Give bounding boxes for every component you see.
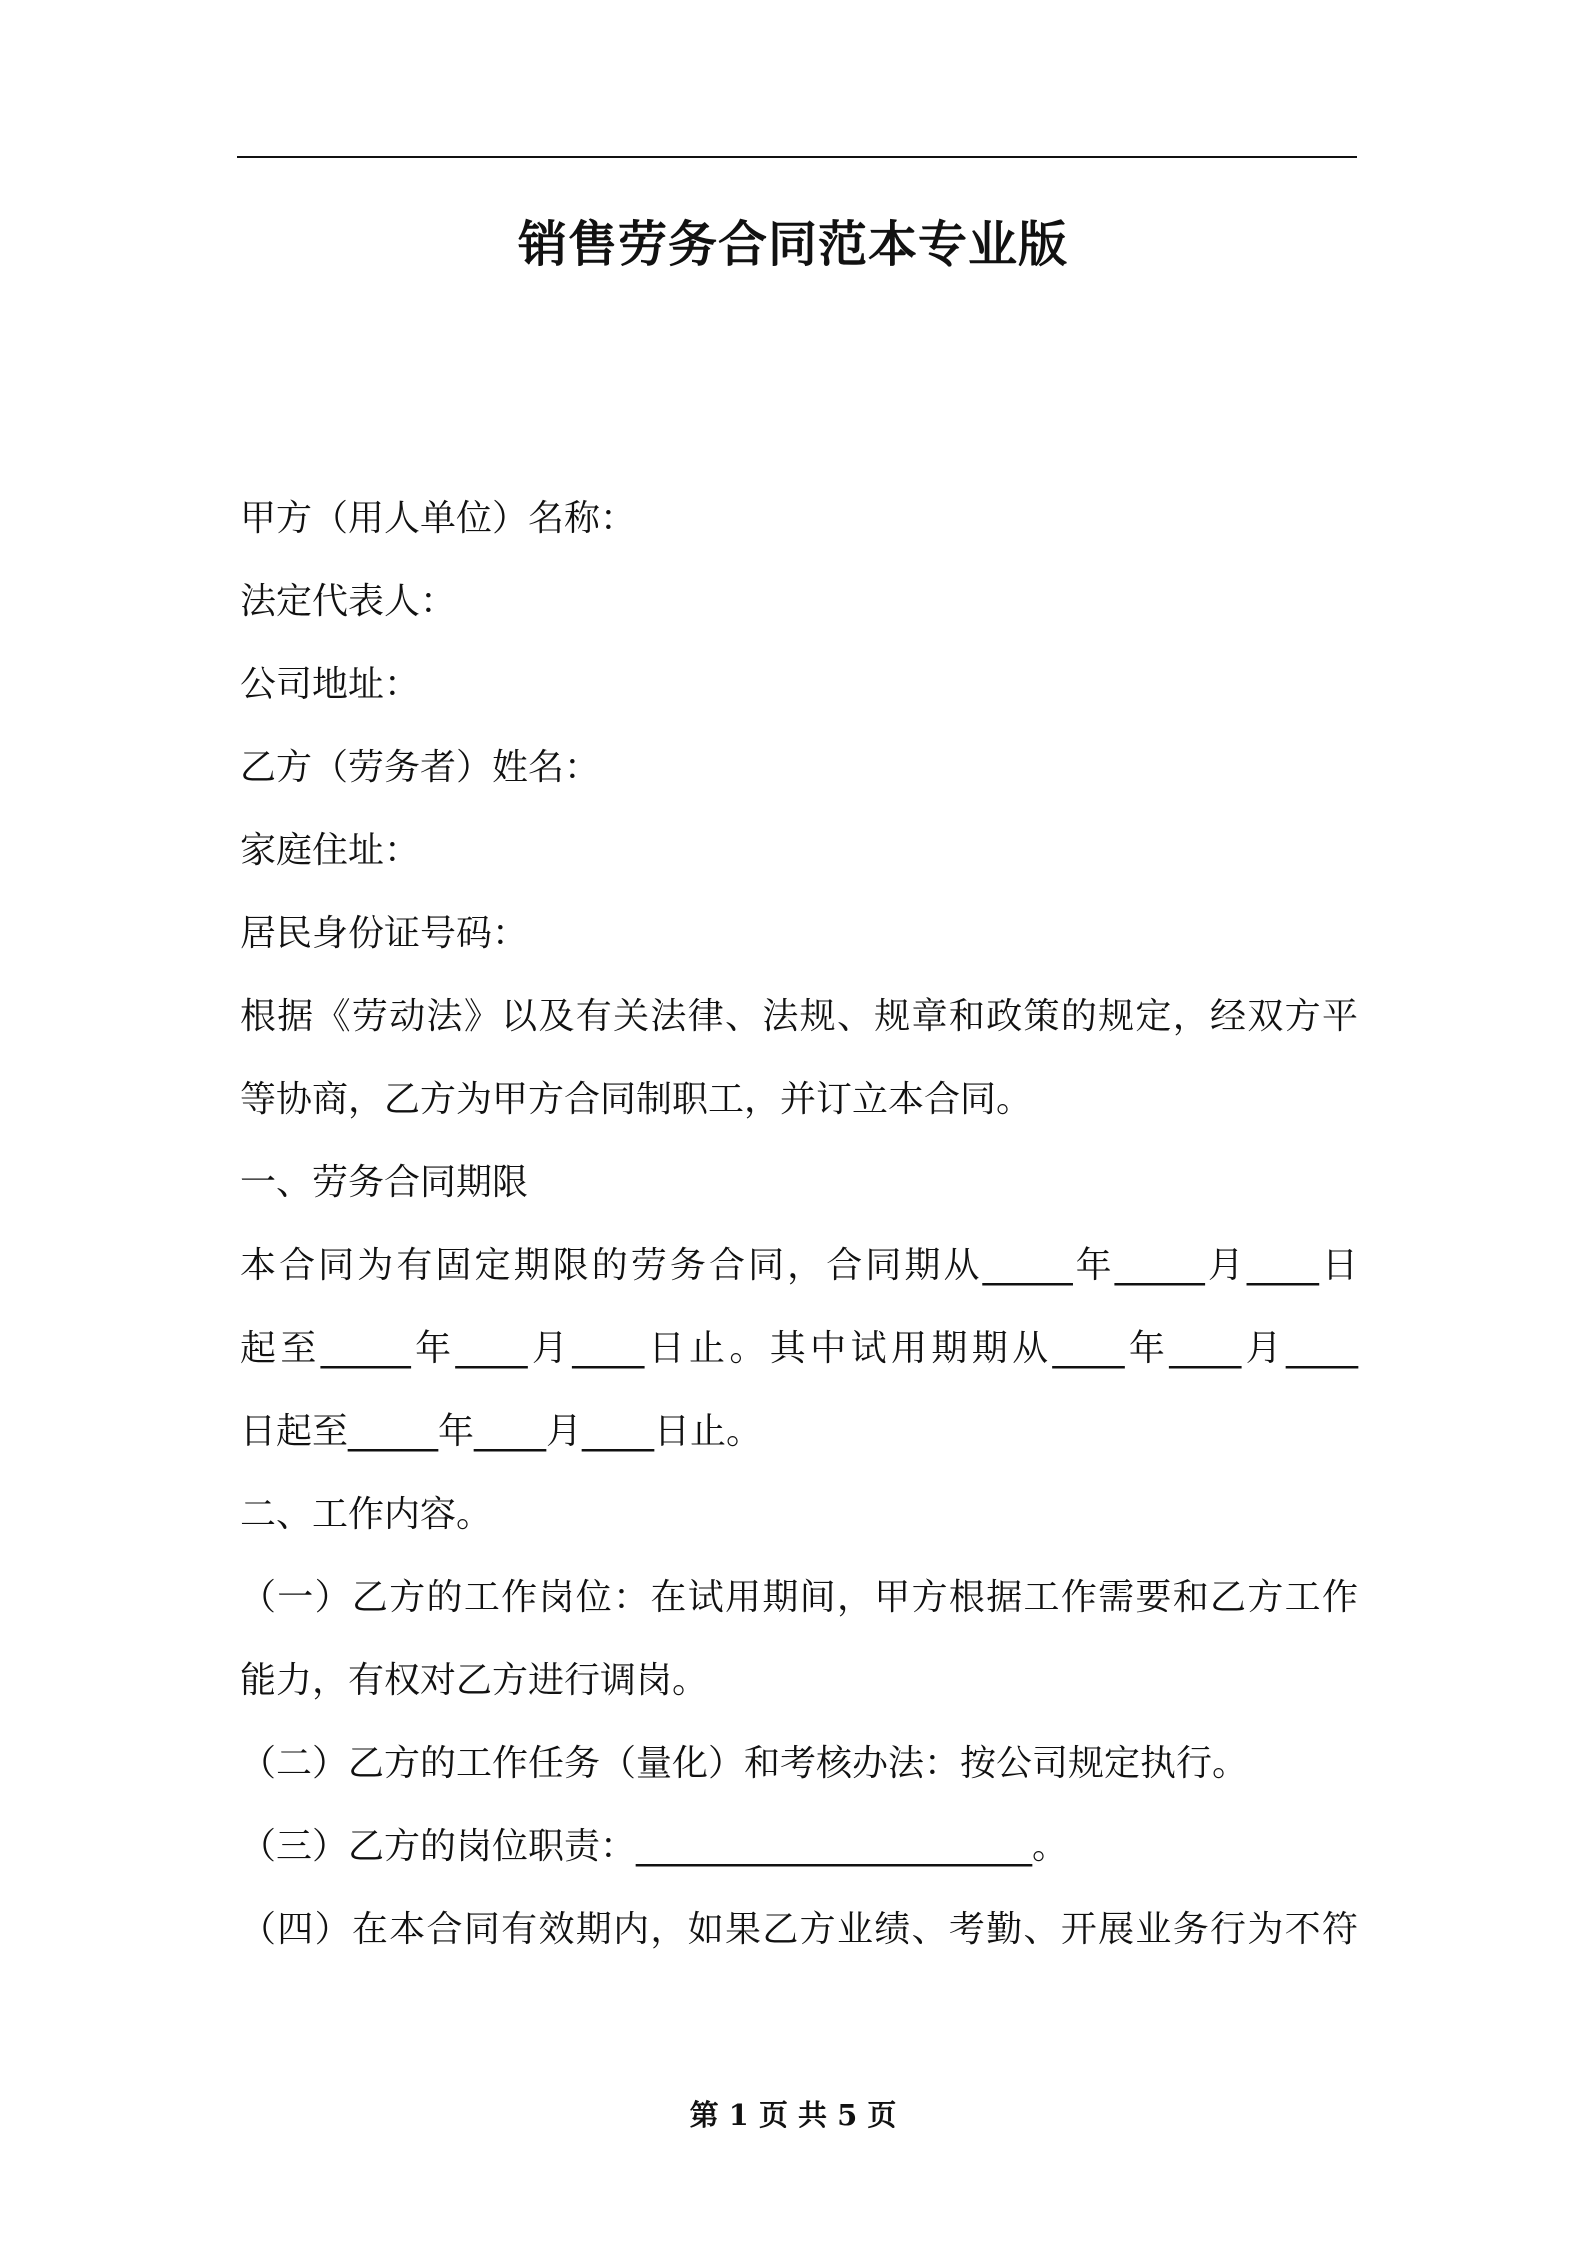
clause-4-line-1: （四）在本合同有效期内，如果乙方业绩、考勤、开展业务行为不符 bbox=[240, 1909, 1358, 1950]
document-title: 销售劳务合同范本专业版 bbox=[517, 216, 1068, 273]
party-b-name-line: 乙方（劳务者）姓名： bbox=[240, 747, 601, 788]
home-address-line: 家庭住址： bbox=[240, 830, 421, 871]
section-2-heading: 二、工作内容。 bbox=[240, 1494, 493, 1535]
clause-1-line-1: （一）乙方的工作岗位：在试用期间，甲方根据工作需要和乙方工作 bbox=[240, 1577, 1358, 1618]
id-number-line: 居民身份证号码： bbox=[240, 913, 529, 954]
company-address-line: 公司地址： bbox=[240, 664, 421, 705]
term-line-1: 本合同为有固定期限的劳务合同，合同期从_____年_____月____日 bbox=[240, 1245, 1358, 1286]
party-a-name-line: 甲方（用人单位）名称： bbox=[240, 498, 637, 539]
clause-2-line: （二）乙方的工作任务（量化）和考核办法：按公司规定执行。 bbox=[240, 1743, 1249, 1784]
clause-3-line: （三）乙方的岗位职责：______________________。 bbox=[240, 1826, 1069, 1867]
clause-1-line-2: 能力，有权对乙方进行调岗。 bbox=[240, 1660, 709, 1701]
section-1-heading: 一、劳务合同期限 bbox=[240, 1162, 529, 1203]
term-line-3: 日起至_____年____月____日止。 bbox=[240, 1411, 763, 1452]
page-number-footer: 第 1 页 共 5 页 bbox=[689, 2098, 897, 2132]
term-line-2: 起至_____年____月____日止。其中试用期期从____年____月____ bbox=[240, 1328, 1358, 1369]
preamble-line-1: 根据《劳动法》以及有关法律、法规、规章和政策的规定，经双方平 bbox=[240, 996, 1358, 1037]
preamble-line-2: 等协商，乙方为甲方合同制职工，并订立本合同。 bbox=[240, 1079, 1033, 1120]
header-rule bbox=[237, 156, 1357, 158]
legal-representative-line: 法定代表人： bbox=[240, 581, 457, 622]
